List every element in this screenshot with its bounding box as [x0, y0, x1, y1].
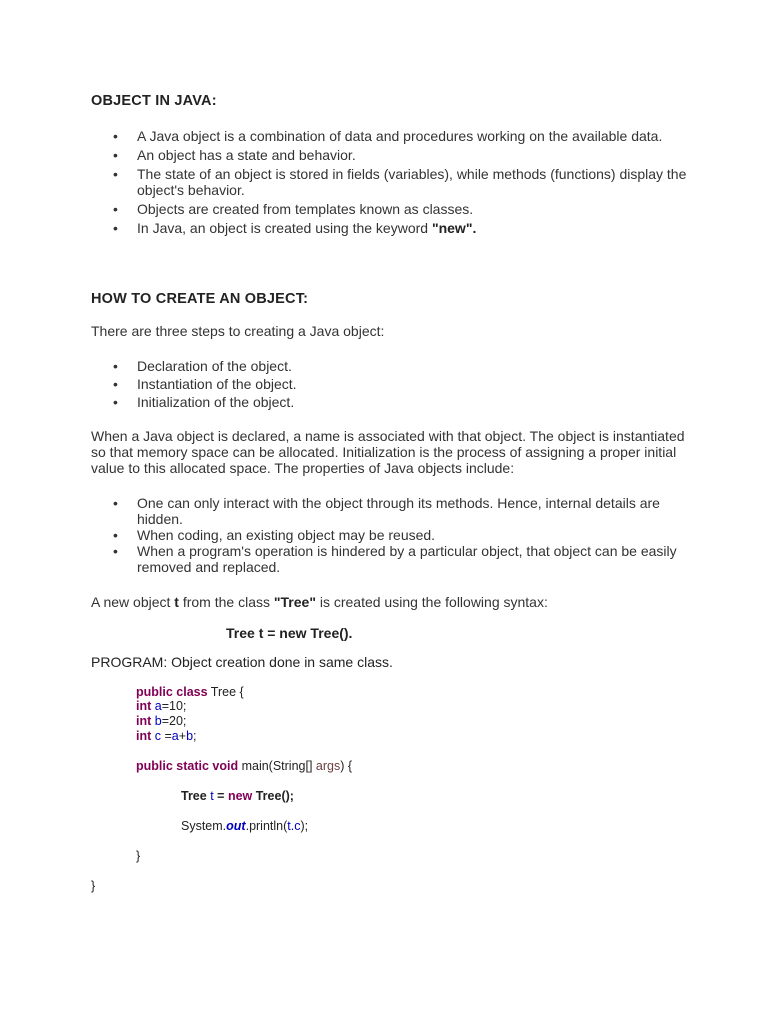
- syntax-intro: [91, 594, 548, 610]
- code-text: main(String[]: [238, 759, 316, 773]
- code-text: Tree {: [207, 685, 244, 699]
- list-item: • Instantiation of the object.: [91, 376, 691, 392]
- code-text: .println(: [245, 819, 288, 833]
- properties-list: [91, 495, 691, 575]
- code-line-println: [181, 819, 308, 834]
- steps-intro: There are three steps to creating a Java object:: [91, 323, 385, 339]
- code-line-int-c: [136, 729, 197, 744]
- keyword: int: [136, 699, 152, 713]
- code-line-close-main: }: [136, 849, 141, 863]
- class-name-tree: "Tree": [273, 594, 316, 610]
- code-line-close-class: }: [91, 879, 96, 893]
- code-text: =20;: [161, 714, 187, 728]
- list-item: [91, 220, 691, 236]
- keyword: int: [136, 714, 152, 728]
- keyword-text: In Java, an object is created using the keyword: [137, 220, 432, 236]
- field-out: out: [226, 819, 246, 833]
- list-item: • Declaration of the object.: [91, 358, 691, 374]
- code-text: );: [300, 819, 309, 833]
- code-text: ) {: [340, 759, 353, 773]
- code-text: Tree();: [255, 789, 294, 803]
- variable: c: [154, 729, 162, 743]
- list-item: • The state of an object is stored in fields (variables), while methods (functions) display the object's behavior.: [91, 166, 691, 198]
- keyword: public static void: [136, 759, 239, 773]
- code-text: =: [161, 729, 172, 743]
- variable: b: [186, 729, 194, 743]
- list-item: • A Java object is a combination of data and procedures working on the available data.: [91, 128, 691, 144]
- keyword: new: [227, 789, 253, 803]
- object-bullet-list: [91, 128, 691, 239]
- code-line-int-a: [136, 699, 186, 714]
- program-label: PROGRAM: Object creation done in same class.: [91, 654, 393, 670]
- code-text: System.: [181, 819, 227, 833]
- syntax-line: Tree t = new Tree().: [226, 625, 353, 641]
- list-item: • One can only interact with the object through its methods. Hence, internal details are hidden.: [91, 495, 691, 527]
- variable: a: [171, 729, 179, 743]
- section-heading-how-to-create: HOW TO CREATE AN OBJECT:: [91, 291, 309, 307]
- code-line-int-b: [136, 714, 186, 729]
- code-line-new-tree: [181, 789, 294, 804]
- code-text: ;: [193, 729, 197, 743]
- text: from the class: [178, 594, 274, 610]
- list-item: • When coding, an existing object may be reused.: [91, 527, 691, 543]
- section-heading-object-in-java: OBJECT IN JAVA:: [91, 93, 217, 109]
- keyword-new: "new".: [431, 220, 477, 236]
- keyword: int: [136, 729, 152, 743]
- text: is created using the following syntax:: [315, 594, 548, 610]
- declaration-paragraph: When a Java object is declared, a name is associated with that object. The object is instantiated so that memory space can be allocated. Initialization is the process of assigning a proper initial value to this allocated space. The properties of Java objects include:: [91, 428, 685, 476]
- class-name: Tree: [181, 789, 207, 803]
- code-text: +: [178, 729, 187, 743]
- code-line-main: [136, 759, 352, 774]
- variable: t: [210, 789, 214, 803]
- steps-list: [91, 358, 691, 412]
- list-item: • When a program's operation is hindered by a particular object, that object can be easily removed and replaced.: [91, 543, 691, 575]
- list-item: • Initialization of the object.: [91, 394, 691, 410]
- keyword: public class: [136, 685, 208, 699]
- list-item: • Objects are created from templates known as classes.: [91, 201, 691, 217]
- variable: b: [154, 714, 162, 728]
- code-text: =: [213, 789, 228, 803]
- object-name-t: t: [174, 594, 179, 610]
- variable: t.c: [287, 819, 301, 833]
- code-text: =10;: [161, 699, 187, 713]
- code-line-class: [136, 685, 244, 700]
- text: A new object: [91, 594, 175, 610]
- list-item: • An object has a state and behavior.: [91, 147, 691, 163]
- argument: args: [315, 759, 341, 773]
- variable: a: [154, 699, 162, 713]
